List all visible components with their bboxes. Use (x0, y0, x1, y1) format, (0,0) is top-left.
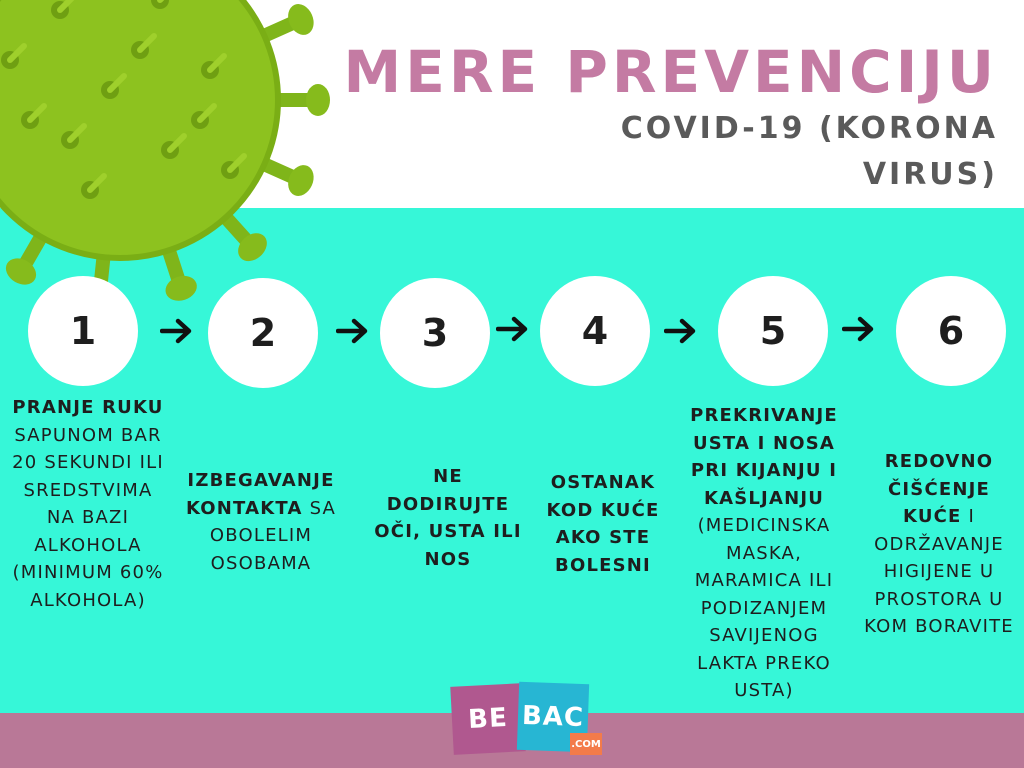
step-6-number: 6 (937, 309, 965, 353)
logo-bac-block: BAC (517, 682, 589, 752)
arrow-right-icon (496, 314, 530, 344)
step-3-text (370, 463, 526, 573)
step-3-heading: NE DODIRUJTE OČI, USTA ILI NOS (374, 466, 522, 570)
step-3-number: 3 (421, 311, 449, 355)
step-1-number: 1 (69, 309, 97, 353)
step-5-heading: PREKRIVANJE USTA I NOSA PRI KIJANJU I KAŠLJANJU (690, 405, 838, 509)
arrow-right-icon (336, 316, 370, 346)
step-3-circle (380, 278, 490, 388)
step-6-heading: REDOVNO ČIŠĆENJE KUĆE (884, 451, 994, 527)
bebac-logo (452, 683, 612, 763)
logo-be-block: BE (450, 683, 525, 755)
arrow-right-icon (842, 314, 876, 344)
step-4-circle (540, 276, 650, 386)
step-4-text (540, 469, 666, 579)
step-5-circle (718, 276, 828, 386)
step-2-text (176, 467, 346, 577)
step-2-circle (208, 278, 318, 388)
step-4-number: 4 (581, 309, 609, 353)
step-6-description: I ODRŽAVANJE HIGIJENE U PROSTORA U KOM BORAVITE (864, 506, 1014, 637)
logo-com-block: .COM (570, 733, 602, 755)
step-6-text (862, 448, 1016, 641)
step-4-heading: OSTANAK KOD KUĆE AKO STE BOLESNI (546, 472, 660, 576)
arrow-right-icon (664, 316, 698, 346)
step-5-number: 5 (759, 309, 787, 353)
step-2-number: 2 (249, 311, 277, 355)
coronavirus-icon (0, 0, 330, 310)
arrow-right-icon (160, 316, 194, 346)
step-5-description: (MEDICINSKA MASKA, MARAMICA ILI PODIZANJEM SAVIJENOG LAKTA PREKO USTA) (694, 515, 834, 701)
step-1-heading: PRANJE RUKU (12, 397, 164, 418)
step-1-circle (28, 276, 138, 386)
step-1-text (10, 394, 166, 614)
step-2-description: SA OBOLELIM OSOBAMA (209, 497, 337, 574)
step-2-heading: IZBEGAVANJE KONTAKTA (185, 470, 335, 519)
page-title: MERE PREVENCIJU (343, 38, 998, 106)
step-1-description: SAPUNOM BAR 20 SEKUNDI ILI SREDSTVIMA NA BAZI ALKOHOLA (MINIMUM 60% ALKOHOLA) (12, 424, 164, 611)
step-6-circle (896, 276, 1006, 386)
page-subtitle: COVID-19 (KORONA VIRUS) (620, 111, 998, 192)
step-5-text (684, 402, 844, 705)
